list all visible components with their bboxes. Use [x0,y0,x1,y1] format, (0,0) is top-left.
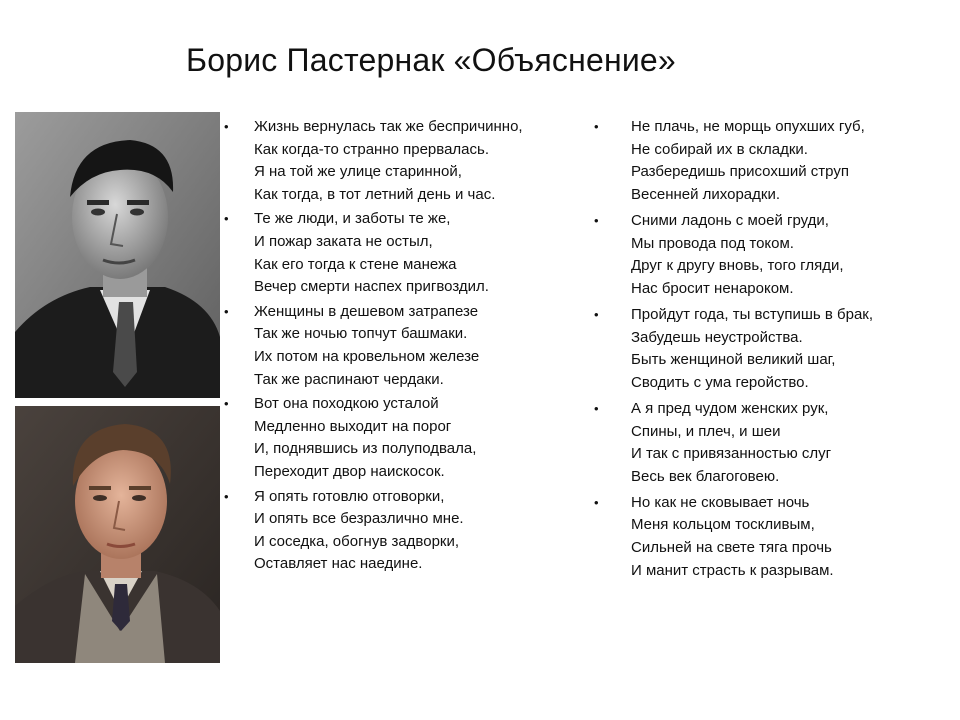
bullet-icon: • [224,211,229,227]
poem-line: Их потом на кровельном железе [254,347,480,365]
poem-stanza [224,486,585,576]
poem-line: Как его тогда к стене манежа [254,255,457,273]
slide-title: Борис Пастернак «Объяснение» [186,42,676,78]
poem-line: Но как не сковывает ночь [631,493,810,511]
poem-line: Весь век благоговею. [631,467,780,485]
poem-line: Мы провода под током. [631,234,794,252]
poem-line: Женщины в дешевом затрапезе [254,302,479,320]
poem-line: Те же люди, и заботы те же, [254,210,451,228]
poem-line: Весенней лихорадки. [631,185,780,203]
poem-line: А я пред чудом женских рук, [631,399,829,417]
poem-line: Переходит двор наискосок. [254,462,445,480]
poem-line: И так с привязанностью слуг [631,445,832,463]
bullet-icon: • [594,119,599,134]
poem-line: Я опять готовлю отговорки, [254,487,445,505]
poem-column-right [592,116,932,586]
poem-line: Разбередишь присохший струп [631,163,849,181]
poem-line: Пройдут года, ты вступишь в брак, [631,305,874,323]
bullet-icon: • [224,119,229,134]
poem-line: Вечер смерти наспех пригвоздил. [254,278,489,296]
bullet-icon: • [594,212,599,228]
poem-stanza [224,116,585,206]
poem-line: И соседка, обогнув задворки, [254,532,460,550]
poem-line: Как тогда, в тот летний день и час. [254,185,496,203]
poem-line: И, поднявшись из полуподвала, [254,440,477,458]
poem-line: Меня кольцом тоскливым, [631,516,815,534]
poem-stanza [592,492,932,582]
bullet-icon: • [224,303,229,319]
poem-line: Вот она походкою усталой [254,395,439,413]
poem-line: И опять все безразлично мне. [254,510,464,528]
poem-stanza [224,208,585,298]
poem-line: Не собирай их в складки. [631,140,808,158]
poem-line: Сильней на свете тяга прочь [631,539,832,557]
bullet-icon: • [594,306,599,322]
poem-line: Я на той же улице старинной, [254,163,462,181]
poem-stanza [592,116,932,206]
poem-line: Как когда-то странно прервалась. [254,140,489,158]
poem-line: Нас бросит ненароком. [631,279,794,297]
poem-stanza [592,304,932,394]
poem-stanza [224,301,585,391]
poem-line: Быть женщиной великий шаг, [631,351,836,369]
bullet-icon: • [594,494,599,510]
poem-line: И манит страсть к разрывам. [631,561,834,579]
poem-column-left [224,116,585,578]
portrait-photo-top [15,112,220,398]
bullet-icon: • [224,488,229,504]
poem-line: Так же ночью топчут башмаки. [254,325,468,343]
poem-stanza [592,210,932,300]
poem-stanza [224,393,585,483]
poem-line: Медленно выходит на порог [254,417,452,435]
poem-line: Сводить с ума геройство. [631,373,809,391]
poem-line: Жизнь вернулась так же беспричинно, [254,118,523,135]
poem-line: Забудешь неустройства. [631,328,803,346]
poem-stanza [592,398,932,488]
poem-line: Не плачь, не морщь опухших губ, [631,118,865,135]
poem-line: Друг к другу вновь, того гляди, [631,257,844,275]
poem-line: Оставляет нас наедине. [254,555,423,573]
poem-line: Сними ладонь с моей груди, [631,211,829,229]
poem-line: Спины, и плеч, и шеи [631,422,781,440]
portrait-photo-bottom [15,406,220,663]
poem-line: И пожар заката не остыл, [254,232,433,250]
poem-line: Так же распинают чердаки. [254,370,444,388]
bullet-icon: • [594,400,599,416]
bullet-icon: • [224,396,229,412]
